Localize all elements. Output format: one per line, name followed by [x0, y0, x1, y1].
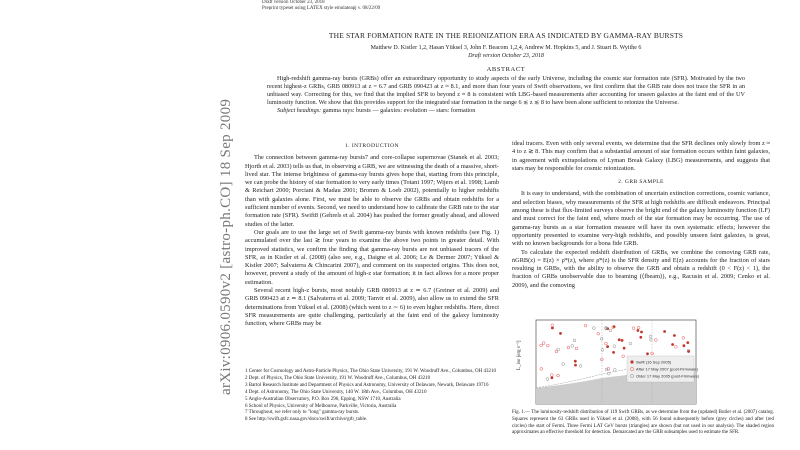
intro-heading: 1. INTRODUCTION: [345, 143, 399, 149]
subject-headings: [267, 107, 745, 115]
footnote: 2 Dept. of Physics, The Ohio State University, 191 W. Woodruff Ave., Columbus, OH 43210: [245, 375, 431, 381]
footnote: 5 Anglo-Australian Observatory, P.O. Box 296, Epping, NSW 1710, Australia: [245, 396, 401, 402]
grb-point: [606, 345, 609, 348]
grb-point: [551, 376, 554, 379]
right-column: [512, 140, 770, 290]
arxiv-stamp: arXiv:0906.0590v2 [astro-ph.CO] 18 Sep 2009: [218, 98, 234, 395]
grb-point: [637, 329, 640, 332]
figure-1: [512, 318, 774, 410]
grb-point: [646, 352, 649, 355]
draft-version: Draft version October 23, 2018: [468, 53, 544, 59]
grb-point: [683, 344, 686, 347]
grb-point: [671, 343, 674, 346]
intro-paragraph-3: Several recent high-z bursts, most notably GRB 080913 at z ≃ 6.7 (Greiner et al. 2009) and GRB 090423 at z ≃ 8.1 (Salvaterra et al. 2009; Tanvir et al. 2009), also allow us to extend the SFR determinations from Yüksel et al. (2008) (which went to z ∼ 6) to even higher redshifts. Here, direct SFR measurements are quite challenging, particularly at the faint end of the galaxy luminosity function, where GRBs may be: [245, 287, 499, 328]
footnote: 4 Dept. of Astronomy, The Ohio State University, 140 W. 18th Ave., Columbus, OH 43210: [245, 389, 427, 395]
grb-point: [623, 347, 626, 350]
continuation-paragraph: ideal tracers. Even with only several events, we determine that the SFR declines only slowly from z ≈ 4 to z ≳ 8. This may confirm that a substantial amount of star formation occurs within faint galaxies, in agreement with extrapolations of Lyman Break Galaxy (LBG) measurements, and suggests that stars may be responsible for cosmic reionization.: [512, 140, 770, 172]
grb-point: [639, 336, 642, 339]
footnotes: [245, 369, 499, 424]
intro-paragraph-1: The connection between gamma-ray bursts7 and core-collapse supernovae (Stanek et al. 2003; Hjorth et al. 2003) tells us that, in observing a GRB, we are witnessing the death of a massive, short-lived star. The intense brightness of gamma-ray bursts gives hope that, starting from this principle, we can probe the history of star formation to very early times (Totani 1997; Wijers et al. 1998; Lamb & Reichart 2000; Porciani & Madau 2001; Bromm & Loeb 2002), potentially to higher redshifts than with galaxies alone. First, we must be able to observe the GRBs and obtain redshifts for a sufficient number of events. Second, we need to understand how to calibrate the GRB rate to the star formation rate (SFR). Swift8 (Gehrels et al. 2004) has pushed the former greatly ahead, and allowed studies of the latter.: [245, 154, 499, 228]
preprint-line: Preprint typeset using LATEX style emulateapj v. 08/22/09: [262, 6, 381, 11]
legend-marker: [630, 360, 633, 363]
grb-point: [687, 350, 690, 353]
grb-point: [613, 325, 616, 328]
figure-caption: [512, 410, 774, 437]
luminosity-redshift-plot: [512, 318, 774, 410]
footnote: 8 See http://swift.gsfc.nasa.gov/docs/swift/archive/grb_table.: [245, 417, 368, 423]
grb-point: [640, 331, 643, 334]
grb-point: [663, 330, 666, 333]
footnote: 3 Bartol Research Institute and Department of Physics and Astronomy, University of Delaware, Newark, Delaware 19716: [245, 382, 489, 388]
subject-text: gamma rays: bursts — galaxies: evolution — stars: formation: [322, 107, 476, 115]
grb-point: [574, 360, 577, 363]
legend-entry: Swift (16 Sep 2005): [636, 359, 672, 365]
footnote: 7 Throughout, we refer only to "long" gamma-ray bursts.: [245, 410, 360, 416]
grb-point: [612, 351, 615, 354]
grb-point: [559, 332, 562, 335]
intro-paragraph-2: Our goals are to use the large set of Swift gamma-ray bursts with known redshifts (see Fig. 1) accumulated over the last ≳ four years to examine the above two points in greater detail. With improved statistics, we confirm the finding that gamma-ray bursts are not unbiased tracers of the SFR, as in Kistler et al. (2008) (also see, e.g., Daigne et al. 2006; Le & Dermer 2007; Yüksel & Kistler 2007; Salvaterra & Chincarini 2007), and comment on its suspected origins. This does not, however, prevent a study of the amount of high-z star formation; it in fact allows for a more proper estimation.: [245, 228, 499, 286]
grb-point: [551, 327, 554, 330]
abstract-heading: ABSTRACT: [486, 66, 526, 73]
sample-paragraph-1: It is easy to understand, with the combination of uncertain extinction corrections, cosmic variance, and selection biases, why measurements of the SFR at high redshifts are difficult endeavors. Principal among these is that flux-limited surveys observe the bright end of the galaxy luminosity function (LF) and must correct for the faint end, where much of the star formation may be occurring. The use of gamma-ray bursts as a star formation measure will have its own systematic effects; however the opportunity presented to examine very-high redshifts, and possibly unseen faint galaxies, is great, with no known backgrounds for a bona fide GRB.: [512, 190, 770, 248]
left-column: [245, 140, 499, 329]
abstract-text: High-redshift gamma-ray bursts (GRBs) offer an extraordinary opportunity to study aspects of the early Universe, including the cosmic star formation rate (SFR). Motivated by the two recent highest-z GRBs, GRB 080913 at z = 6.7 and GRB 090423 at z ≈ 8.1, and more than four years of Swift observations, we first confirm that the GRB rate does not trace the SFR in an unbiased way. Correcting for this, we find that the implied SFR to beyond z ≈ 8 is consistent with LBG-based measurements after accounting for unseen galaxies at the faint end of the UV luminosity function. We show that this provides support for the integrated star formation in the range 6 ≲ z ≲ 8 to have been alone sufficient to reionize the Universe.: [267, 75, 745, 107]
grb-point: [574, 364, 577, 367]
grb-point: [618, 338, 621, 341]
footnote: 1 Center for Cosmology and Astro-Particle Physics, The Ohio State University, 191 W. Woodruff Ave., Columbus, OH 43210: [245, 369, 496, 374]
sample-paragraph-2: To calculate the expected redshift distribution of GRBs, we combine the comoving GRB rate, ṅGRB(z) = E(z) × ρ̇*(z), where ρ̇*(z) is the SFR density and E(z) accounts for the fraction of stars resulting in GRBs, with the ability to observe the GRB and obtain a redshift (0 < F(z) < 1), the fraction of GRBs unobservable due to beaming (⟨fbeam⟩), e.g., Racusin et al. 2009; Cenko et al. 2009), and the comoving: [512, 248, 770, 289]
caption-label: Fig. 1.—: [512, 410, 531, 415]
abstract-block: [267, 75, 745, 115]
grb-point: [686, 341, 689, 344]
legend-entry: After 17 May 2007 (post-Firmware): [636, 366, 699, 372]
running-header: [262, 0, 380, 12]
author-list: Matthew D. Kistler 1,2, Hasan Yüksel 3, John F. Beacom 1,2,4, Andrew M. Hopkins 5, and J. Stuart B. Wyithe 6: [370, 45, 642, 51]
subject-label: Subject headings:: [277, 107, 322, 115]
grb-point: [621, 339, 624, 342]
draft-line: Draft version October 23, 2018: [262, 0, 325, 5]
caption-text: The luminosity-redshift distribution of 119 Swift GRBs, as we determine from the (updated) Butler et al. (2007) catalog. Squares represent the 63 GRBs used in Yüksel et al. (2008), with 56 found subsequently before (grey circles) and after (red circles) the start of Fermi. Three Fermi LAT GeV bursts (triangles) are shown (but not used in our analysis). The shaded region approximates an effective threshold for detection. Demarcated are the GRB subsamples used to estimate the SFR.: [512, 410, 774, 436]
paper-title: THE STAR FORMATION RATE IN THE REIONIZATION ERA AS INDICATED BY GAMMA-RAY BURSTS: [328, 31, 684, 40]
footnote: 6 School of Physics, University of Melbourne, Parkville, Victoria, Australia: [245, 403, 397, 409]
y-axis-label: L_iso [erg s⁻¹]: [517, 340, 522, 370]
grb-sample-heading: 2. GRB SAMPLE: [618, 179, 664, 186]
grb-point: [673, 334, 676, 337]
legend-entry: Older 17 May 2005 (post-Firmware): [636, 373, 700, 379]
